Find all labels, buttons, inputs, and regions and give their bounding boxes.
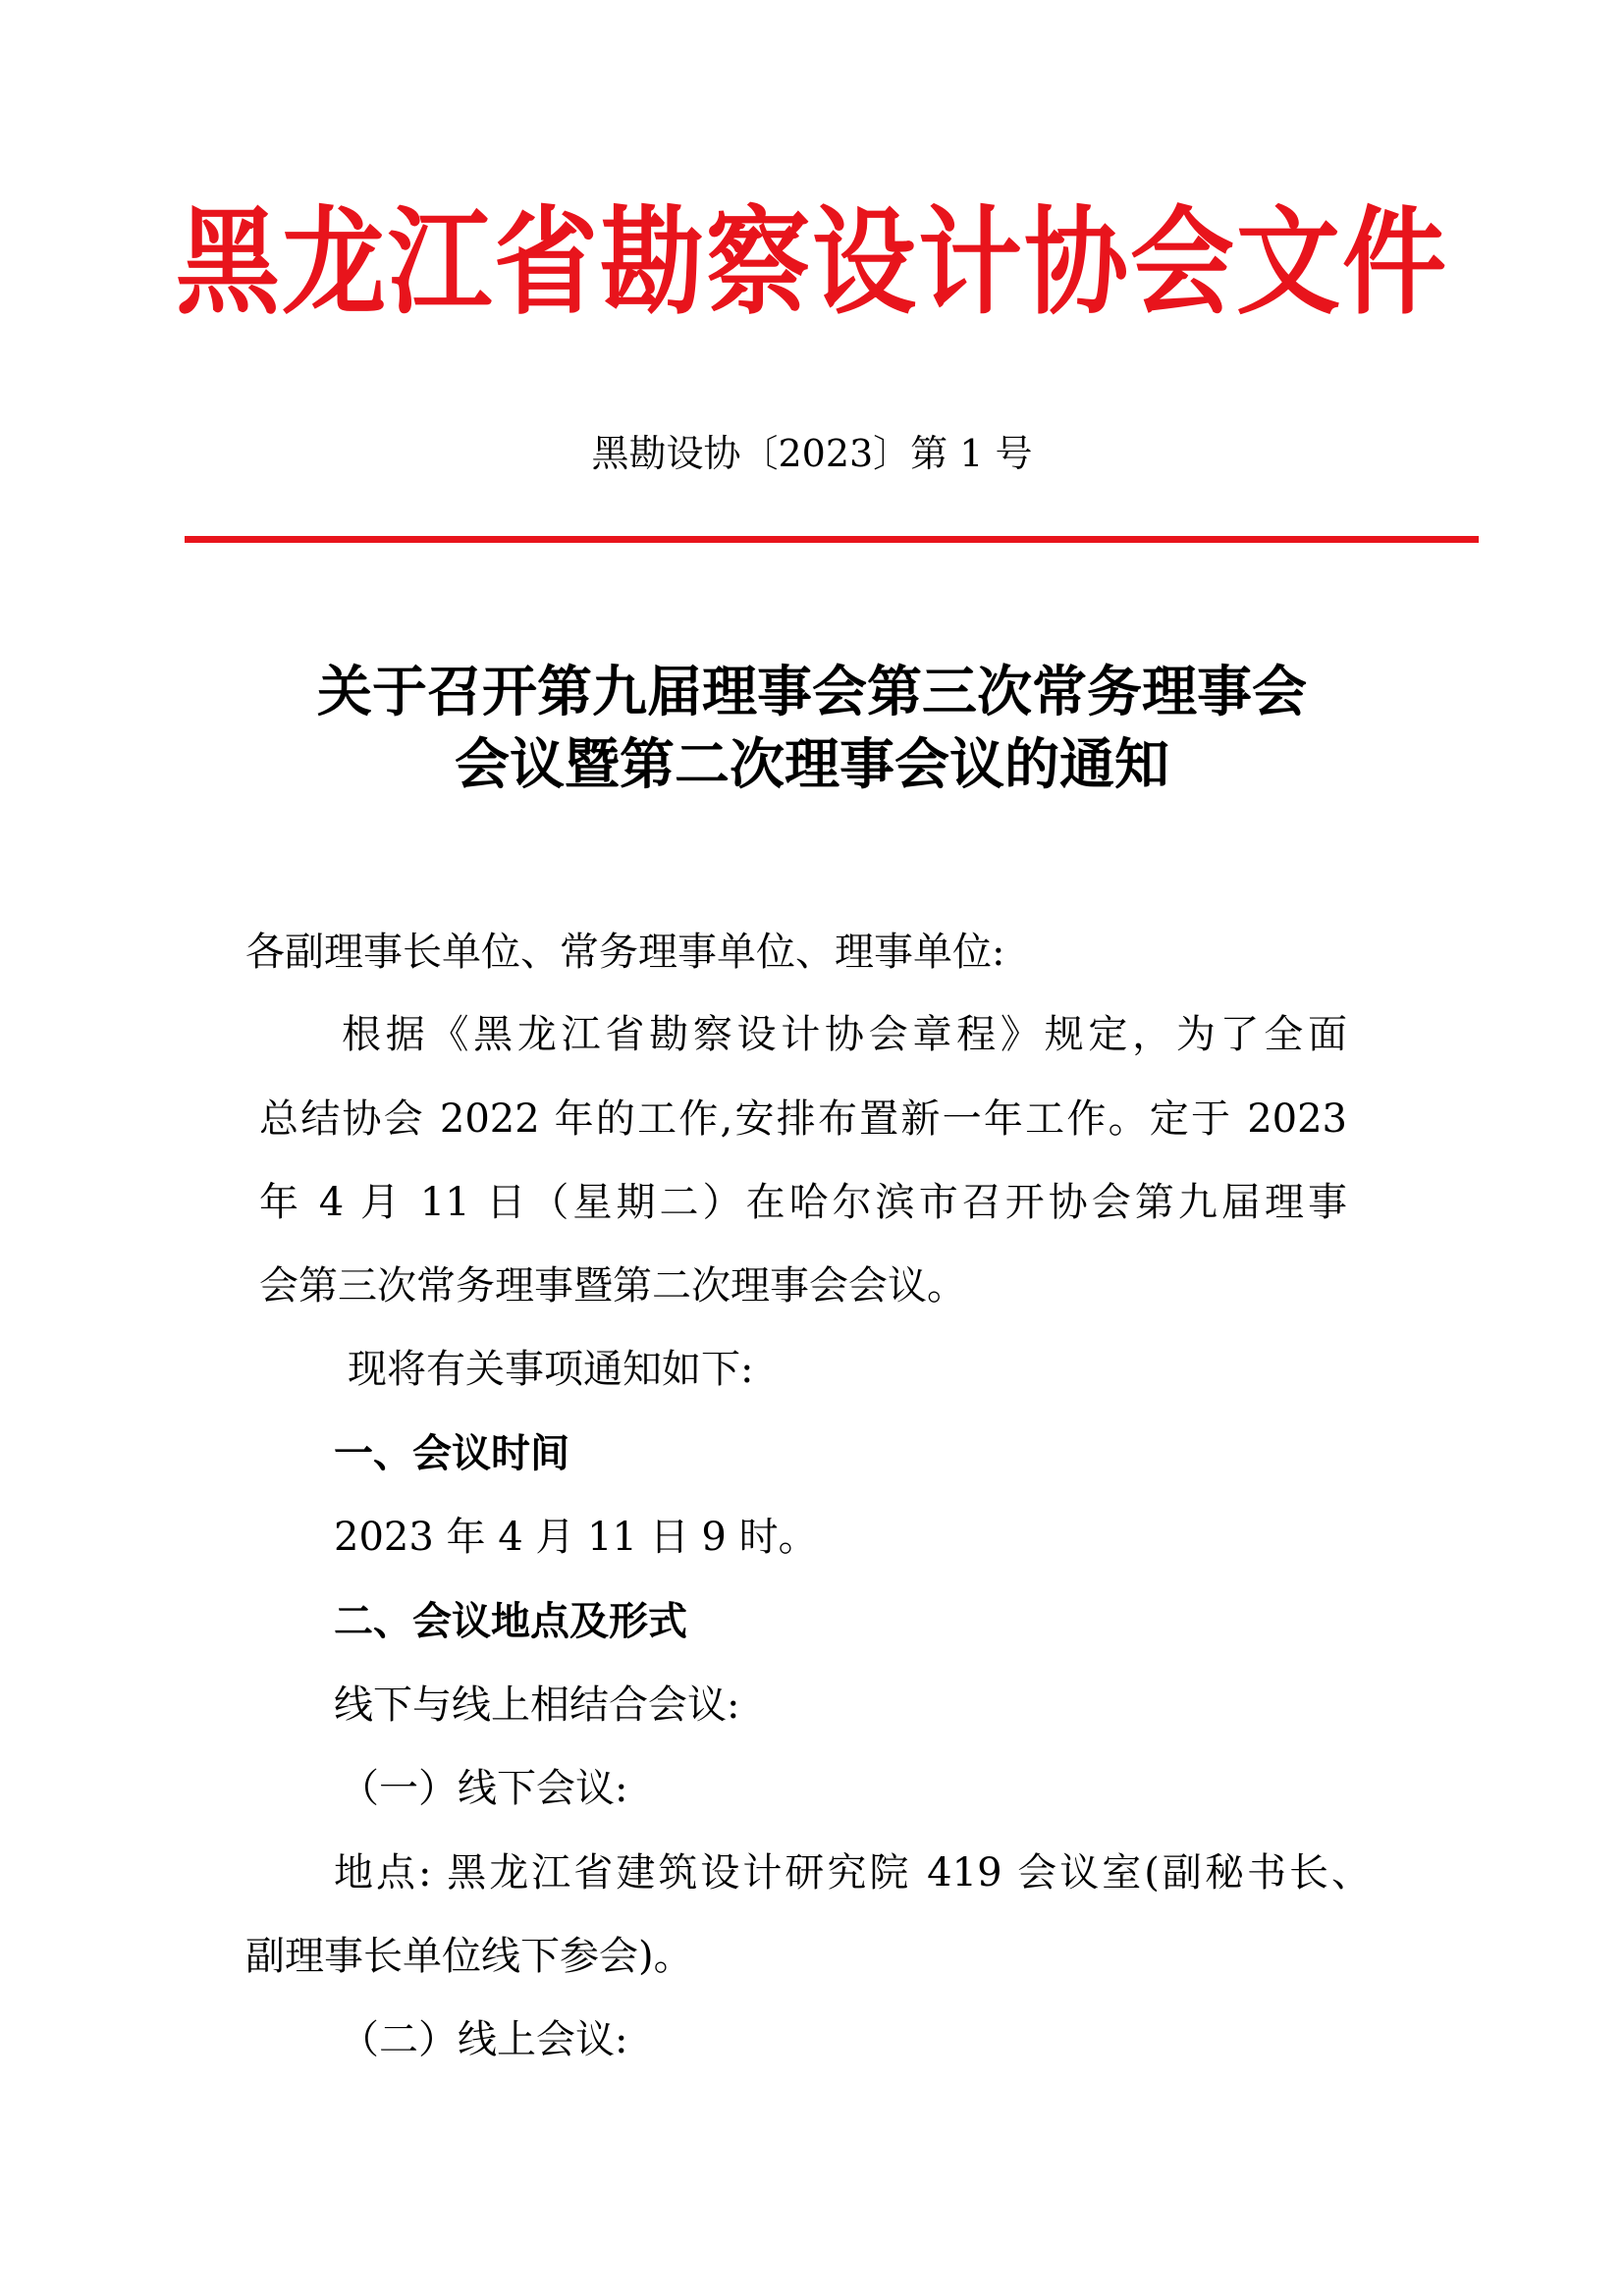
- paragraph-1-line-3: 年 4 月 11 日（星期二）在哈尔滨市召开协会第九届理事: [259, 1180, 1347, 1225]
- paragraph-2: 现将有关事项通知如下:: [348, 1347, 754, 1392]
- section-2-text: 线下与线上相结合会议:: [334, 1682, 740, 1728]
- subsection-1-heading: （一）线下会议:: [340, 1766, 628, 1811]
- notice-title: [0, 656, 1624, 801]
- notice-title-line-2: 会议暨第二次理事会议的通知: [455, 732, 1169, 797]
- paragraph-1-line-1: 根据《黑龙江省勘察设计协会章程》规定，为了全面: [342, 1012, 1347, 1057]
- notice-title-line-1: 关于召开第九届理事会第三次常务理事会: [317, 660, 1307, 724]
- paragraph-1-line-2: 总结协会 2022 年的工作,安排布置新一年工作。定于 2023: [259, 1096, 1347, 1142]
- subsection-2-heading: （二）线上会议:: [340, 2017, 628, 2062]
- section-2-heading: 二、会议地点及形式: [334, 1599, 687, 1644]
- org-document-title: 黑龙江省勘察设计协会文件: [176, 192, 1448, 331]
- document-number: 黑勘设协〔2023〕第 1 号: [591, 432, 1033, 475]
- paragraph-1-line-4: 会第三次常务理事暨第二次理事会会议。: [259, 1263, 966, 1308]
- subsection-1-text-line-1: 地点: 黑龙江省建筑设计研究院 419 会议室(副秘书长、: [334, 1850, 1371, 1896]
- section-1-text: 2023 年 4 月 11 日 9 时。: [334, 1515, 818, 1560]
- section-1-heading: 一、会议时间: [334, 1431, 569, 1476]
- red-divider-rule: [185, 536, 1479, 543]
- subsection-1-text-line-2: 副理事长单位线下参会)。: [245, 1934, 693, 1979]
- salutation: 各副理事长单位、常务理事单位、理事单位:: [245, 930, 1005, 975]
